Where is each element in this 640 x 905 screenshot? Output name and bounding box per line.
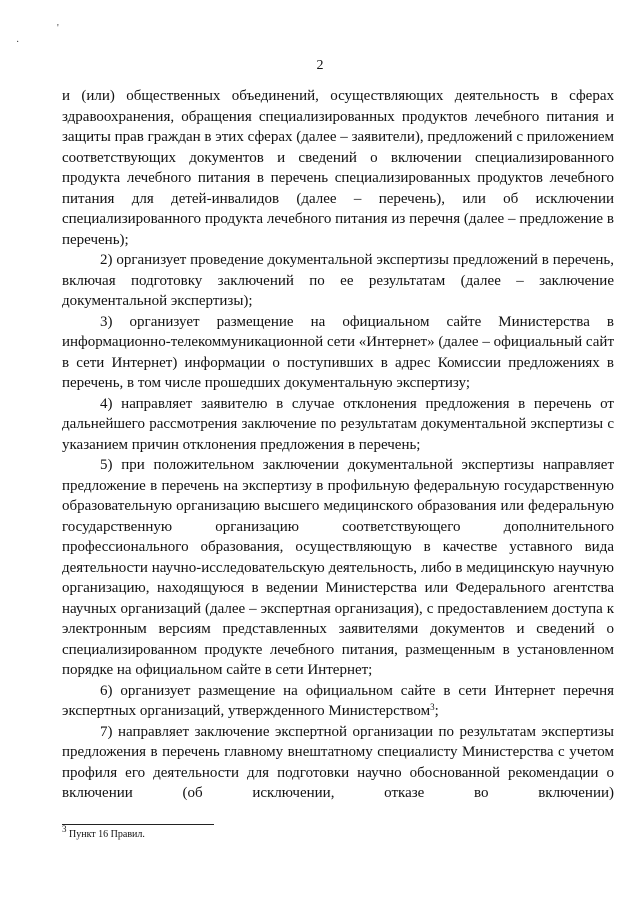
paragraph-item-6-tail: ; [434, 703, 439, 719]
paragraph-item-5: 5) при положительном заключении документальной экспертизы направляет предложение в перечень на экспертизу в профильную федеральную государственную образовательную организацию высшего медицинского образования или федеральную государственную организацию соответствующего дополнительного профессионального образования, осуществляющую в качестве уставного вида деятельности научно-исследовательскую деятельность, либо в медицинскую научную организацию, находящуюся в ведении Министерства или Федерального агентства научных организаций (далее – экспертная организация), с предоставлением доступа к электронным версиям представленных заявителями документов и сведений о специализированном продукте лечебного питания, размещенным в установленном порядке на официальном сайте в сети Интернет; [62, 457, 614, 678]
scan-mark: · [16, 37, 20, 48]
scan-mark: ' [57, 23, 59, 34]
paragraph-continuation: и (или) общественных объединений, осуществляющих деятельность в сферах здравоохранения, обращения специализированных продуктов лечебного питания и защиты прав граждан в этих сферах (далее – заявители), предложений с приложением соответствующих документов и сведений о включении специализированного продукта лечебного питания в перечень специализированных продуктов лечебного питания для детей-инвалидов (далее – перечень), или об исключении специализированного продукта лечебного питания из перечня (далее – предложение в перечень); [62, 88, 614, 248]
paragraph-item-7: 7) направляет заключение экспертной организации по результатам экспертизы предложения в перечень главному внештатному специалисту Министерства с учетом профиля его деятельности для подготовки научно обоснованной рекомендации о включении (об исключении, отказе во включении) [62, 723, 614, 801]
footnote-text: Пункт 16 Правил. [69, 829, 145, 840]
paragraph-item-6-text: 6) организует размещение на официальном сайте в сети Интернет перечня экспертных организаций, утвержденного Министерством [62, 682, 614, 719]
paragraph-item-4: 4) направляет заявителю в случае отклонения предложения в перечень от дальнейшего рассмотрения заключение по результатам документальной экспертизы с указанием причин отклонения предложения в перечень; [62, 395, 614, 453]
paragraph-item-3: 3) организует размещение на официальном сайте Министерства в информационно-телекоммуникационной сети «Интернет» (далее – официальный сайт в сети Интернет) информации о поступивших в адрес Комиссии предложениях в перечень, в том числе прошедших документальную экспертизу; [62, 313, 614, 391]
footnote [62, 824, 145, 841]
paragraph-item-2: 2) организует проведение документальной экспертизы предложений в перечень, включая подготовку заключений по ее результатам (далее – заключение документальной экспертизы); [62, 252, 614, 309]
body-text [62, 86, 614, 804]
footnote-marker: 3 [62, 824, 67, 834]
footnote-separator [62, 824, 214, 825]
paragraph-item-6 [62, 681, 614, 722]
footnote-reference: 3 [430, 702, 435, 712]
page-number: 2 [316, 58, 324, 73]
